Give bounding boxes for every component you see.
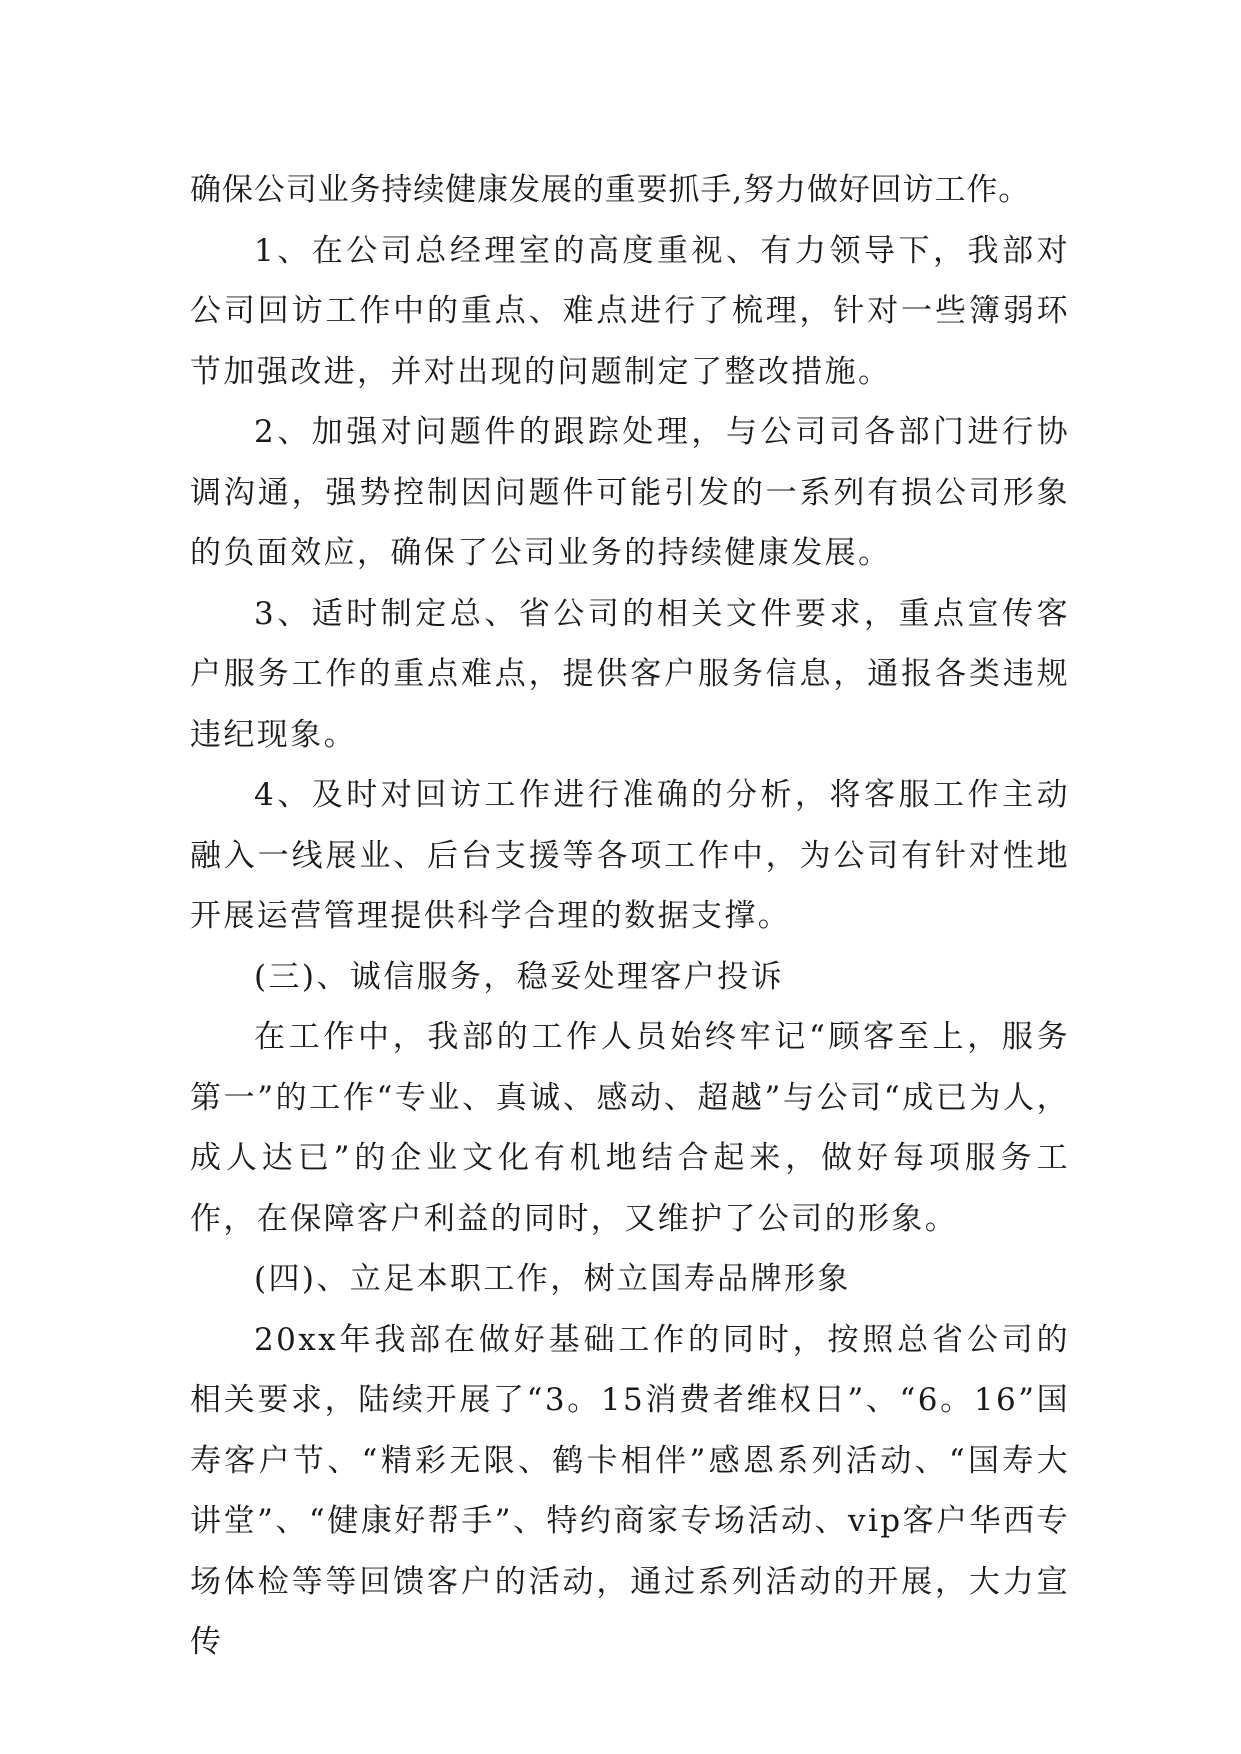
paragraph-item-4: 4、及时对回访工作进行准确的分析，将客服工作主动融入一线展业、后台支援等各项工作中，为公司有针对性地开展运营管理提供科学合理的数据支撑。	[190, 777, 1070, 934]
section-heading-3: (三)、诚信服务，稳妥处理客户投诉	[254, 958, 784, 995]
paragraph-item-2: 2、加强对问题件的跟踪处理，与公司司各部门进行协调沟通，强势控制因问题件可能引发的一系列有损公司形象的负面效应，确保了公司业务的持续健康发展。	[190, 414, 1070, 571]
paragraph-item-1: 1、在公司总经理室的高度重视、有力领导下，我部对公司回访工作中的重点、难点进行了梳理，针对一些簿弱环节加强改进，并对出现的问题制定了整改措施。	[190, 232, 1070, 390]
paragraph-brand-activities: 20xx年我部在做好基础工作的同时，按照总省公司的相关要求，陆续开展了“3。15消费者维权日”、“6。16”国寿客户节、“精彩无限、鹤卡相伴”感恩系列活动、“国寿大讲堂”、“健康好帮手”、特约商家专场活动、vip客户华西专场体检等等回馈客户的活动，通过系列活动的开展，大力宣传	[190, 1321, 1070, 1660]
paragraph-item-3: 3、适时制定总、省公司的相关文件要求，重点宣传客户服务工作的重点难点，提供客户服务信息，通报各类违规违纪现象。	[190, 595, 1070, 753]
document-body	[190, 160, 1070, 1673]
paragraph-continuation: 确保公司业务持续健康发展的重要抓手,努力做好回访工作。	[190, 172, 1031, 208]
section-heading-4: (四)、立足本职工作，树立国寿品牌形象	[254, 1261, 851, 1297]
paragraph-integrity-service: 在工作中，我部的工作人员始终牢记“顾客至上，服务第一”的工作“专业、真诚、感动、超越”与公司“成已为人，成人达已”的企业文化有机地结合起来，做好每项服务工作，在保障客户利益的同时，又维护了公司的形象。	[190, 1019, 1070, 1237]
